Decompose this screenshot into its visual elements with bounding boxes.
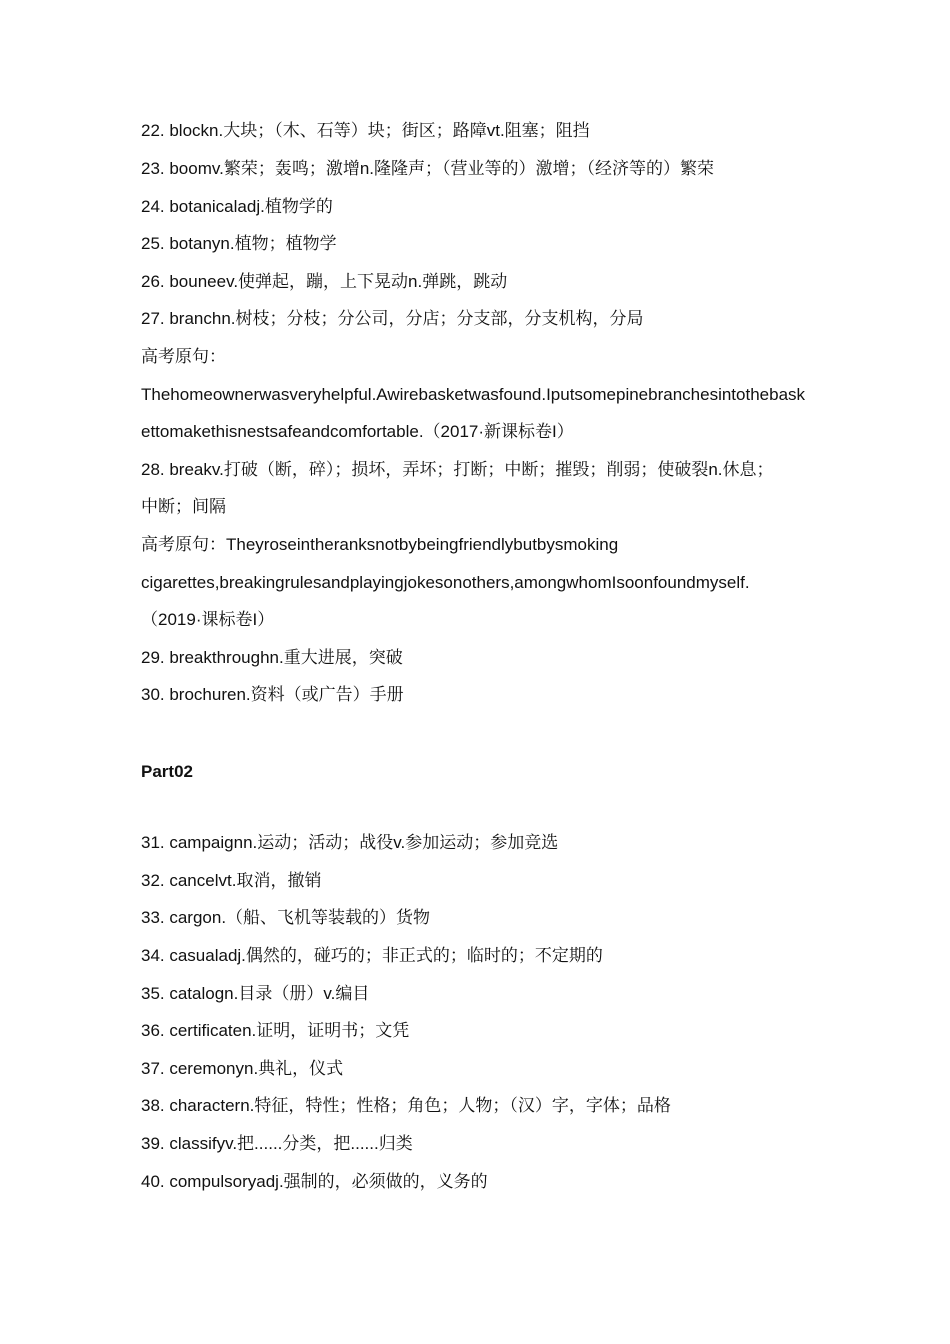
- entry-34: 34. casualadj.偶然的，碰巧的；非正式的；临时的；不定期的: [141, 946, 603, 965]
- entry-35: 35. catalogn.目录（册）v.编目: [141, 984, 370, 1003]
- entry-37: 37. ceremonyn.典礼，仪式: [141, 1059, 344, 1078]
- exam-quote-text-2: 高考原句：Theyroseintheranksnotbybeingfriendlybutbysmoking: [141, 535, 619, 554]
- entry-40: 40. compulsoryadj.强制的，必须做的，义务的: [141, 1172, 488, 1191]
- entry-28: 28. breakv.打破（断，碎）；损坏，弄坏；打断；中断；摧毁；削弱；使破裂n.休息；: [141, 460, 774, 479]
- entry-36: 36. certificaten.证明，证明书；文凭: [141, 1021, 410, 1040]
- section-title: Part02: [141, 762, 193, 781]
- entry-33: 33. cargon.（船、飞机等装载的）货物: [141, 908, 431, 927]
- entry-25: 25. botanyn.植物；植物学: [141, 234, 337, 253]
- entry-38: 38. charactern.特征，特性；性格；角色；人物；（汉）字，字体；品格: [141, 1096, 671, 1115]
- entry-32: 32. cancelvt.取消，撤销: [141, 871, 322, 890]
- exam-quote-text: Thehomeownerwasveryhelpful.Awirebasketwasfound.Iputsomepinebranchesintothebask: [141, 385, 806, 404]
- entry-39: 39. classifyv.把......分类，把......归类: [141, 1134, 413, 1153]
- exam-quote-text-cont: ettomakethisnestsafeandcomfortable.（2017·新课标卷I）: [141, 422, 574, 441]
- entry-31: 31. campaignn.运动；活动；战役v.参加运动；参加竞选: [141, 833, 559, 852]
- entry-24: 24. botanicaladj.植物学的: [141, 197, 333, 216]
- entry-29: 29. breakthroughn.重大进展，突破: [141, 648, 403, 667]
- exam-quote-source: （2019·课标卷I）: [141, 610, 275, 629]
- entry-27: 27. branchn.树枝；分枝；分公司，分店；分支部，分支机构，分局: [141, 309, 644, 328]
- entry-26: 26. bouneev.使弹起，蹦，上下晃动n.弹跳，跳动: [141, 272, 508, 291]
- exam-quote-text-2-cont: cigarettes,breakingrulesandplayingjokesonothers,amongwhomIsoonfoundmyself.: [141, 573, 750, 592]
- entry-30: 30. brochuren.资料（或广告）手册: [141, 685, 404, 704]
- entry-23: 23. boomv.繁荣；轰鸣；激增n.隆隆声；（营业等的）激增；（经济等的）繁荣: [141, 159, 715, 178]
- entry-28-cont: 中断；间隔: [141, 497, 226, 516]
- entry-22: 22. blockn.大块；（木、石等）块；街区；路障vt.阻塞；阻挡: [141, 121, 590, 140]
- exam-quote-label: 高考原句：: [141, 347, 226, 366]
